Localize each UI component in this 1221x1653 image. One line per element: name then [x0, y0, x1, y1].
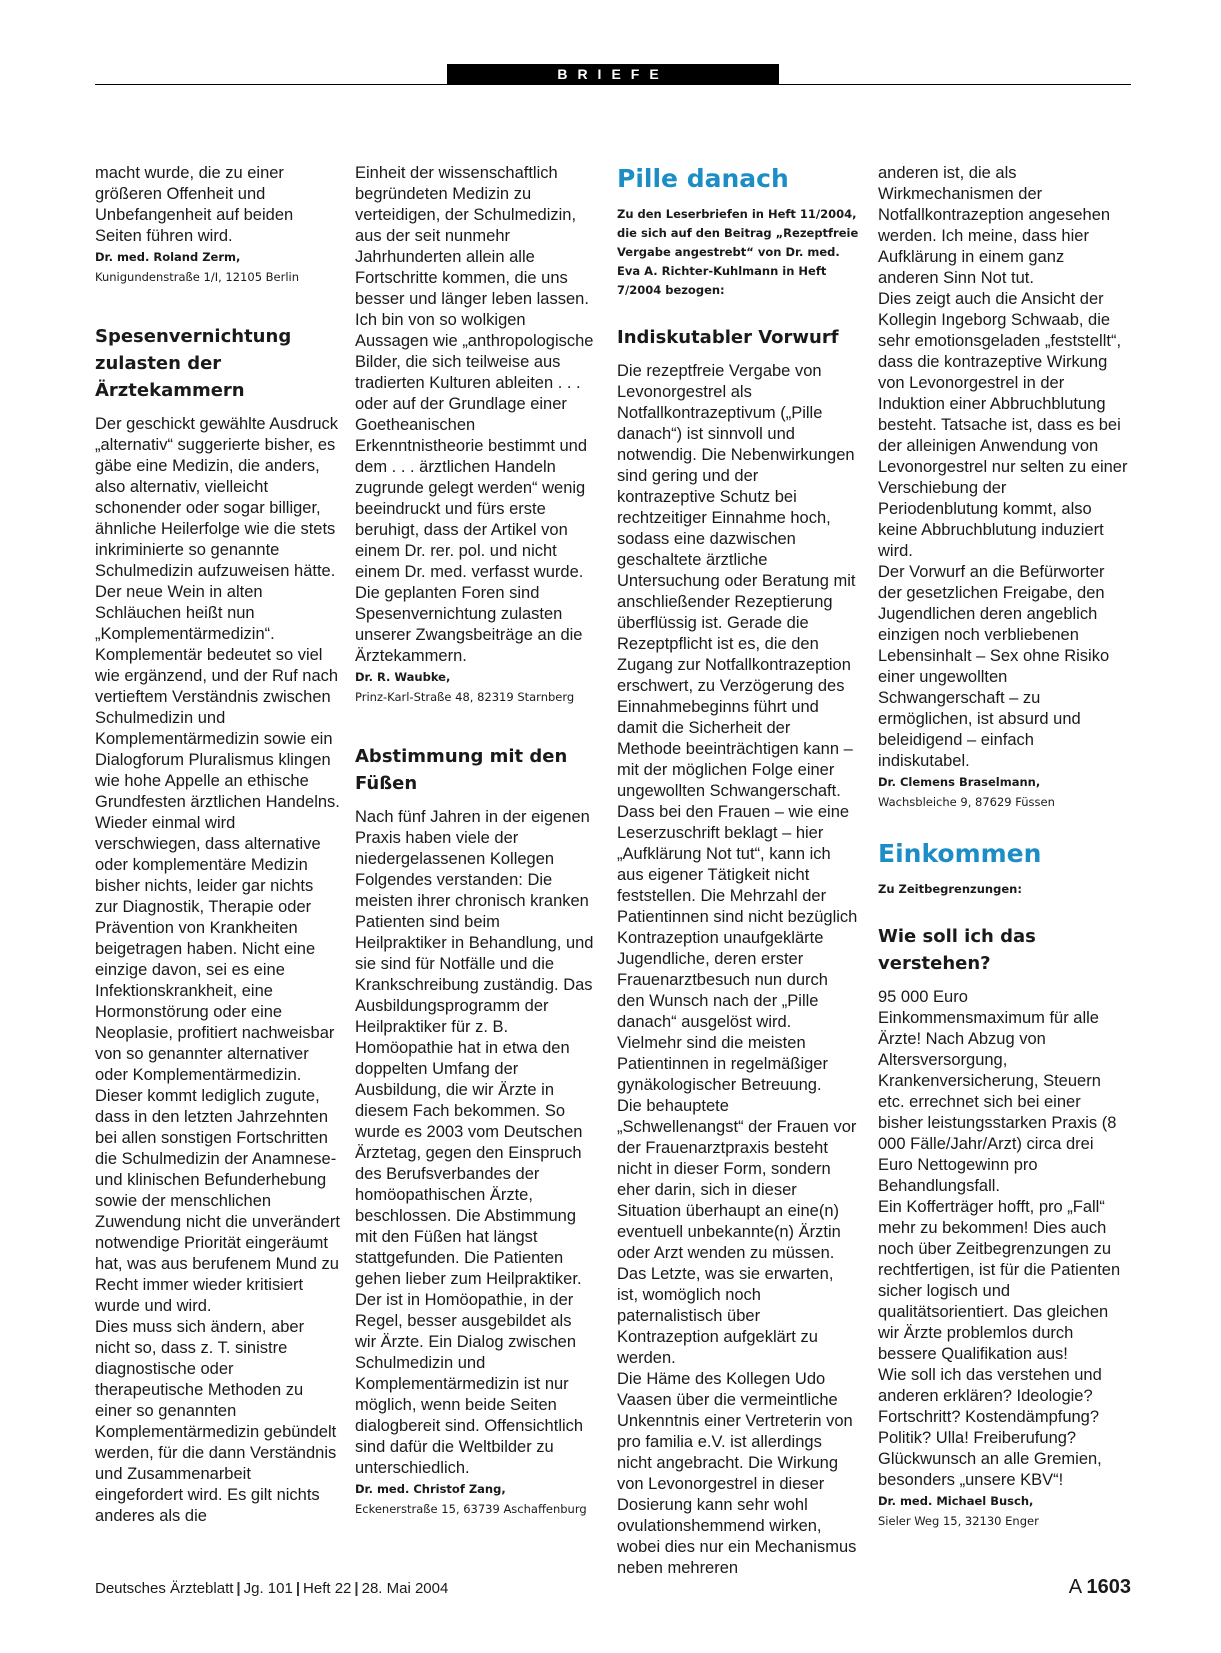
letter-heading: Wie soll ich das verstehen?	[878, 926, 1036, 974]
letter-heading: Spesenvernichtung zulasten der Ärztekammern	[95, 326, 292, 401]
journal-date: 28. Mai 2004	[361, 1580, 449, 1597]
page-number-value: 1603	[1086, 1576, 1131, 1598]
letter-heading: Indiskutabler Vorwurf	[617, 327, 839, 348]
letter-text: Wie soll ich das verstehen und anderen erklären? Ideologie? Fortschritt? Kostendämpfung? Politik? Ulla! Freiberufung? Glückwunsch an alle Gremien, besonders „unsere KBV“!	[878, 1366, 1102, 1489]
letter-address: Wachsbleiche 9, 87629 Füssen	[878, 795, 1055, 809]
page-number	[1069, 1576, 1131, 1599]
letter-text: Die Häme des Kollegen Udo Vaasen über die vermeintliche Unkenntnis einer Vertreterin von pro familia e.V. ist allerdings nicht angebracht. Die Wirkung von Levonorgestrel in dieser Dosierung kann sehr wohl ovulationshemmend wirken, wobei dies nur ein Mechanismus neben mehreren	[617, 1370, 857, 1577]
letter-text: Die rezeptfreie Vergabe von Levonorgestrel als Notfallkontrazeptivum („Pille danach“) ist sinnvoll und notwendig. Die Nebenwirkungen sind gering und der kontrazeptive Schutz bei rechtzeitiger Einnahme hoch, sodass eine dazwischen geschaltete ärztliche Untersuchung oder Beratung mit anschließender Rezeptierung überflüssig ist. Gerade die Rezeptpflicht ist es, die den Zugang zur Notfallkontrazeption erschwert, zu Verzögerung des Einnahmebeginns führt und damit die Sicherheit der Methode beeinträchtigen kann – mit der möglichen Folge einer ungewollten Schwangerschaft.	[617, 362, 856, 800]
letter-text: Der geschickt gewählte Ausdruck „alternativ“ suggerierte bisher, es gäbe eine Medizin, die anders, also alternativ, vielleicht schonender oder sogar billiger, ähnliche Heilerfolge wie die stets inkriminierte so genannte Schulmedizin aufzuweisen hätte. Der neue Wein in alten Schläuchen heißt nun „Komplementärmedizin“. Komplementär bedeutet so viel wie ergänzend, und der Ruf nach vertieftem Verständnis zwischen Schulmedizin und Komplementärmedizin sowie ein Dialogforum Pluralismus klingen wie hohe Appelle an ethische Grundfesten ärztlichen Handelns. Wieder einmal wird verschwiegen, dass alternative oder komplementäre Medizin bisher nichts, leider gar nichts zur Diagnostik, Therapie oder Prävention von Krankheiten beigetragen haben. Nicht eine einzige davon, sei es eine Infektionskrankheit, eine Hormonstörung oder eine Neoplasie, profitiert nachweisbar von so genannter alternativer oder Komplementärmedizin. Dieser kommt lediglich zugute, dass in den letzten Jahrzehnten bei allen sonstigen Fortschritten die Schulmedizin der Anamnese- und klinischen Befunderhebung sowie der menschlichen Zuwendung nicht die unverändert notwendige Priorität eingeräumt hat, was aus berufenem Mund zu Recht immer wieder kritisiert wurde und wird.	[95, 415, 340, 1315]
letter-text: 95 000 Euro Einkommensmaximum für alle Ärzte! Nach Abzug von Altersversorgung, Krankenversicherung, Steuern etc. errechnet sich bei einer bisher leistungsstarken Praxis (8 000 Fälle/Jahr/Arzt) circa drei Euro Nettogewinn pro Behandlungsfall.	[878, 988, 1117, 1195]
letter-signature: Dr. med. Roland Zerm,	[95, 250, 241, 264]
topic-reference: Zu den Leserbriefen in Heft 11/2004, die sich auf den Beitrag „Rezeptfreie Vergabe angestrebt“ von Dr. med. Eva A. Richter-Kuhlmann in Heft 7/2004 bezogen:	[617, 207, 859, 297]
section-label: BRIEFE	[447, 64, 779, 85]
page-prefix: A	[1068, 1576, 1081, 1598]
letter-text: anderen ist, die als Wirkmechanismen der Notfallkontrazeption angesehen werden. Ich meine, dass hier Aufklärung in einem ganz anderen Sinn Not tut.	[878, 164, 1111, 287]
letter-text: Dass bei den Frauen – wie eine Leserzuschrift beklagt – hier „Aufklärung Not tut“, kann ich aus eigener Tätigkeit nicht feststellen. Die Mehrzahl der Patientinnen sind nicht bezüglich Kontrazeption unaufgeklärte Jugendliche, deren erster Frauenarztbesuch nun durch den Wunsch nach der „Pille danach“ ausgelöst wird. Vielmehr sind die meisten Patientinnen in regelmäßiger gynäkologischer Betreuung.	[617, 803, 858, 1094]
letter-signature: Dr. med. Christof Zang,	[355, 1482, 506, 1496]
letter-text: Der Vorwurf an die Befürworter der gesetzlichen Freigabe, den Jugendlichen deren angeblich einzigen noch verbliebenen Lebensinhalt – Sex ohne Risiko einer ungewollten Schwangerschaft – zu ermöglichen, ist absurd und beleidigend – einfach indiskutabel.	[878, 563, 1110, 770]
letter-text: macht wurde, die zu einer größeren Offenheit und Unbefangenheit auf beiden Seiten führen wird.	[95, 164, 294, 245]
letter-text: Dies muss sich ändern, aber nicht so, dass z. T. sinistre diagnostische oder therapeutische Methoden zu einer so genannten Komplementärmedizin gebündelt werden, für die dann Verständnis und Zusammenarbeit eingefordert wird. Es gilt nichts anderes als die	[95, 1318, 337, 1525]
page-footer: Deutsches Ärzteblatt | Jg. 101 | Heft 22 | 28. Mai 2004	[95, 1580, 449, 1597]
letter-text: Einheit der wissenschaftlich begründeten Medizin zu verteidigen, der Schulmedizin, aus der seit nunmehr Jahrhunderten allein alle Fortschritte kommen, die uns besser und länger leben lassen. Ich bin von so wolkigen Aussagen wie „anthropologische Bilder, die sich teilweise aus tradierten Kulturen ableiten . . . oder auf der Grundlage einer Goetheanischen Erkenntnistheorie bestimmt und dem . . . ärztlichen Handeln zugrunde gelegt werden“ wenig beeindruckt und fürs erste beruhigt, dass der Artikel von einem Dr. rer. pol. und nicht einem Dr. med. verfasst wurde. Die geplanten Foren sind Spesenvernichtung zulasten unserer Zwangsbeiträge an die Ärztekammern.	[355, 164, 594, 665]
letter-address: Kunigundenstraße 1/I, 12105 Berlin	[95, 270, 300, 284]
topic-reference: Zu Zeitbegrenzungen:	[878, 882, 1022, 896]
letter-signature: Dr. med. Michael Busch,	[878, 1494, 1034, 1508]
letter-address: Prinz-Karl-Straße 48, 82319 Starnberg	[355, 690, 575, 704]
letter-text: Dies zeigt auch die Ansicht der Kollegin Ingeborg Schwaab, die sehr emotionsgeladen „feststellt“, dass die kontrazeptive Wirkung von Levonorgestrel in der Induktion einer Abbruchblutung besteht. Tatsache ist, dass es bei der alleinigen Anwendung von Levonorgestrel nur selten zu einer Verschiebung der Periodenblutung kommt, also keine Abbruchblutung induziert wird.	[878, 290, 1128, 560]
letter-text: Ein Kofferträger hofft, pro „Fall“ mehr zu bekommen! Dies auch noch über Zeitbegrenzungen zu rechtfertigen, ist für die Patienten sicher logisch und qualitätsorientiert. Das gleichen wir Ärzte problemlos durch bessere Qualifikation aus!	[878, 1198, 1121, 1363]
journal-issue: Heft 22	[303, 1580, 352, 1597]
column-2	[355, 163, 595, 1519]
journal-volume: Jg. 101	[243, 1580, 293, 1597]
column-1	[95, 163, 340, 1527]
letter-address: Sieler Weg 15, 32130 Enger	[878, 1514, 1039, 1528]
column-3	[617, 163, 859, 1579]
column-4	[878, 163, 1128, 1531]
topic-title: Einkommen	[878, 839, 1042, 868]
letter-text: Die behauptete „Schwellenangst“ der Frauen vor der Frauenarztpraxis besteht nicht in dieser Form, sondern eher darin, sich in dieser Situation überhaupt an eine(n) eventuell unbekannte(n) Ärztin oder Arzt wenden zu müssen. Das Letzte, was sie erwarten, ist, womöglich noch paternalistisch über Kontrazeption aufgeklärt zu werden.	[617, 1097, 857, 1367]
letter-signature: Dr. R. Waubke,	[355, 670, 451, 684]
topic-title: Pille danach	[617, 164, 789, 193]
journal-name: Deutsches Ärzteblatt	[95, 1580, 234, 1597]
letter-heading: Abstimmung mit den Füßen	[355, 746, 568, 794]
letter-text: Nach fünf Jahren in der eigenen Praxis haben viele der niedergelassenen Kollegen Folgendes verstanden: Die meisten ihrer chronisch kranken Patienten sind beim Heilpraktiker in Behandlung, und sie sind für Notfälle und die Krankschreibung zuständig. Das Ausbildungsprogramm der Heilpraktiker für z. B. Homöopathie hat in etwa den doppelten Umfang der Ausbildung, die wir Ärzte in diesem Fach bekommen. So wurde es 2003 vom Deutschen Ärztetag, gegen den Einspruch des Berufsverbandes der homöopathischen Ärzte, beschlossen. Die Abstimmung mit den Füßen hat längst stattgefunden. Die Patienten gehen lieber zum Heilpraktiker. Der ist in Homöopathie, in der Regel, besser ausgebildet als wir Ärzte. Ein Dialog zwischen Schulmedizin und Komplementärmedizin ist nur möglich, wenn beide Seiten dialogbereit sind. Offensichtlich sind dafür die Weltbilder zu unterschiedlich.	[355, 808, 594, 1477]
letter-signature: Dr. Clemens Braselmann,	[878, 775, 1041, 789]
letter-address: Eckenerstraße 15, 63739 Aschaffenburg	[355, 1502, 587, 1516]
